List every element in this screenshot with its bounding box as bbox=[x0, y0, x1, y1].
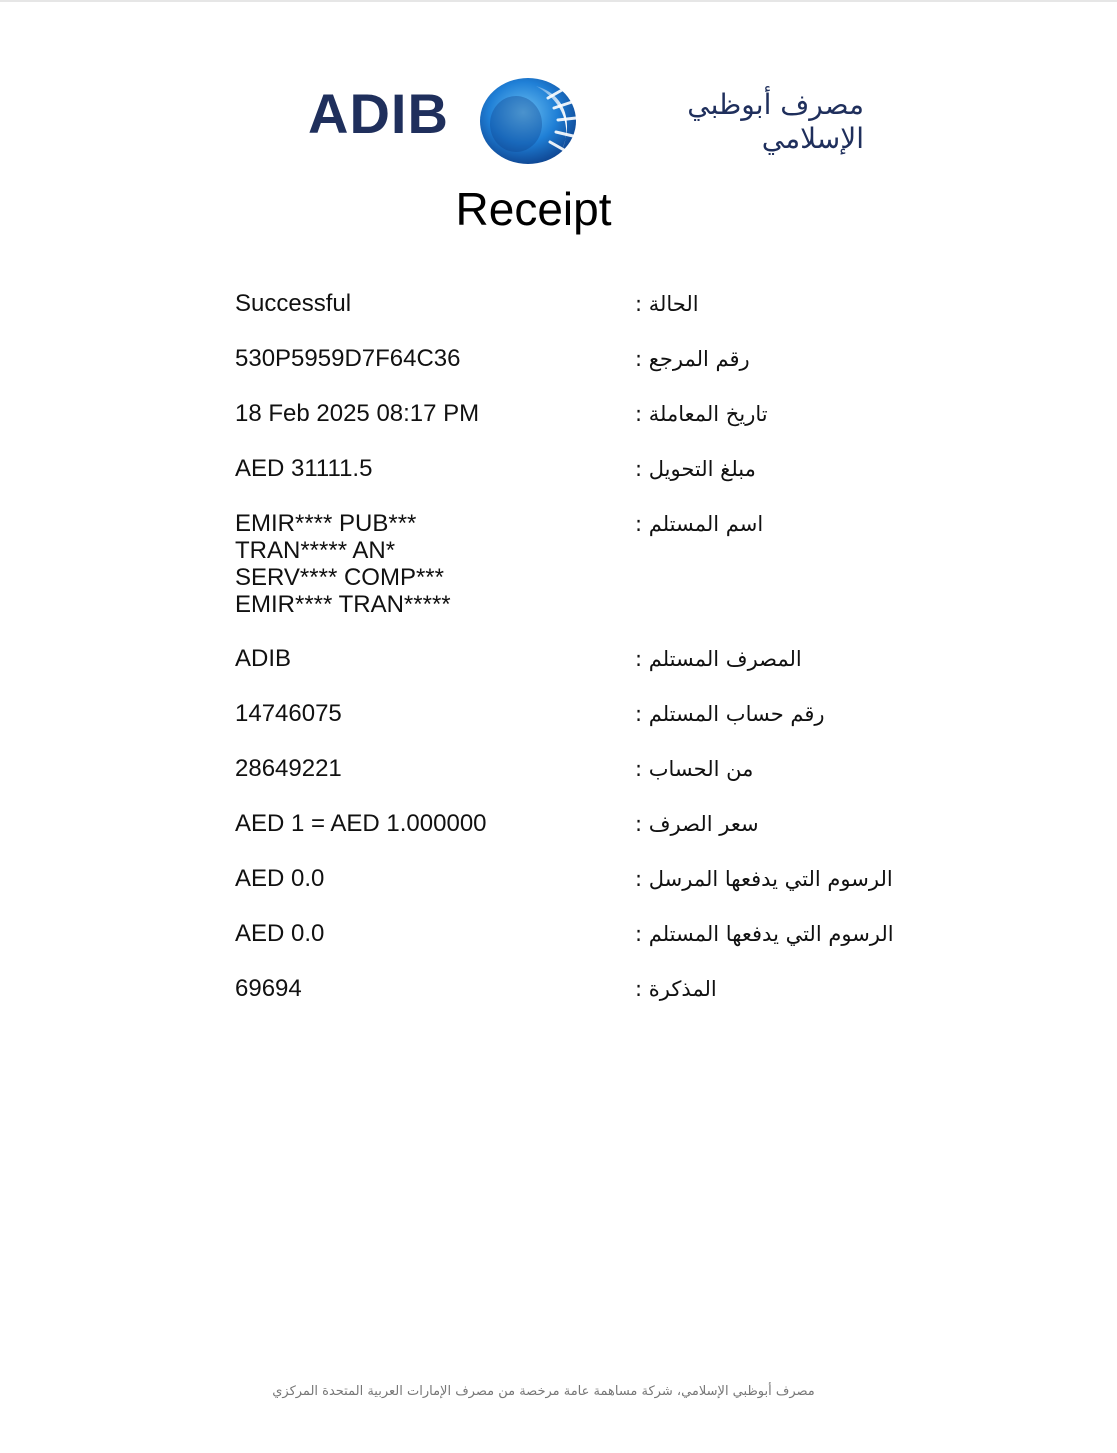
beneficiary-name-line: SERV**** COMP*** bbox=[235, 564, 444, 591]
beneficiary-name-line: TRAN***** AN* bbox=[235, 537, 396, 564]
row-reference bbox=[235, 345, 935, 373]
transfer-amount-label: مبلغ التحويل : bbox=[635, 457, 756, 481]
exchange-rate-value: AED 1 = AED 1.000000 bbox=[235, 810, 487, 837]
beneficiary-fees-label: الرسوم التي يدفعها المستلم : bbox=[635, 922, 894, 946]
row-beneficiary-fees bbox=[235, 920, 935, 948]
logo-wordmark: ADIB bbox=[308, 82, 449, 145]
sender-fees-value: AED 0.0 bbox=[235, 865, 325, 892]
beneficiary-bank-label: المصرف المستلم : bbox=[635, 647, 802, 671]
row-beneficiary-bank bbox=[235, 645, 935, 673]
row-exchange-rate bbox=[235, 810, 935, 838]
globe-icon bbox=[478, 76, 582, 166]
beneficiary-name-label: اسم المستلم : bbox=[635, 512, 764, 536]
adib-logo bbox=[300, 72, 880, 172]
transaction-date-label: تاريخ المعاملة : bbox=[635, 402, 768, 426]
transaction-date-value: 18 Feb 2025 08:17 PM bbox=[235, 400, 480, 427]
logo-arabic-line1: مصرف أبوظبي bbox=[687, 88, 864, 121]
from-account-value: 28649221 bbox=[235, 755, 342, 782]
status-label: الحالة : bbox=[635, 292, 699, 316]
page-title: Receipt bbox=[455, 183, 612, 235]
row-transfer-amount bbox=[235, 455, 935, 483]
beneficiary-fees-value: AED 0.0 bbox=[235, 920, 325, 947]
memo-label: المذكرة : bbox=[635, 977, 717, 1001]
top-divider bbox=[0, 0, 1117, 2]
beneficiary-name-line: EMIR**** PUB*** bbox=[235, 510, 417, 537]
reference-value: 530P5959D7F64C36 bbox=[235, 345, 461, 372]
receipt-details bbox=[235, 290, 935, 1030]
beneficiary-bank-value: ADIB bbox=[235, 645, 292, 672]
row-memo bbox=[235, 975, 935, 1003]
footer-disclaimer: مصرف أبوظبي الإسلامي، شركة مساهمة عامة مرخصة من مصرف الإمارات العربية المتحدة المركزي bbox=[272, 1384, 815, 1399]
beneficiary-account-label: رقم حساب المستلم : bbox=[635, 702, 825, 726]
row-beneficiary-name bbox=[235, 510, 935, 618]
transfer-amount-value: AED 31111.5 bbox=[235, 455, 373, 482]
sender-fees-label: الرسوم التي يدفعها المرسل : bbox=[635, 867, 893, 891]
status-value: Successful bbox=[235, 290, 352, 317]
memo-value: 69694 bbox=[235, 975, 302, 1002]
logo-arabic-line2: الإسلامي bbox=[761, 122, 864, 155]
beneficiary-name-line: EMIR**** TRAN***** bbox=[235, 591, 451, 618]
row-status bbox=[235, 290, 935, 318]
exchange-rate-label: سعر الصرف : bbox=[635, 812, 759, 836]
from-account-label: من الحساب : bbox=[635, 757, 754, 781]
row-sender-fees bbox=[235, 865, 935, 893]
logo-arabic bbox=[600, 88, 864, 156]
reference-label: رقم المرجع : bbox=[635, 347, 750, 371]
row-beneficiary-account bbox=[235, 700, 935, 728]
row-from-account bbox=[235, 755, 935, 783]
beneficiary-account-value: 14746075 bbox=[235, 700, 342, 727]
beneficiary-name-value bbox=[235, 510, 635, 618]
row-transaction-date bbox=[235, 400, 935, 428]
